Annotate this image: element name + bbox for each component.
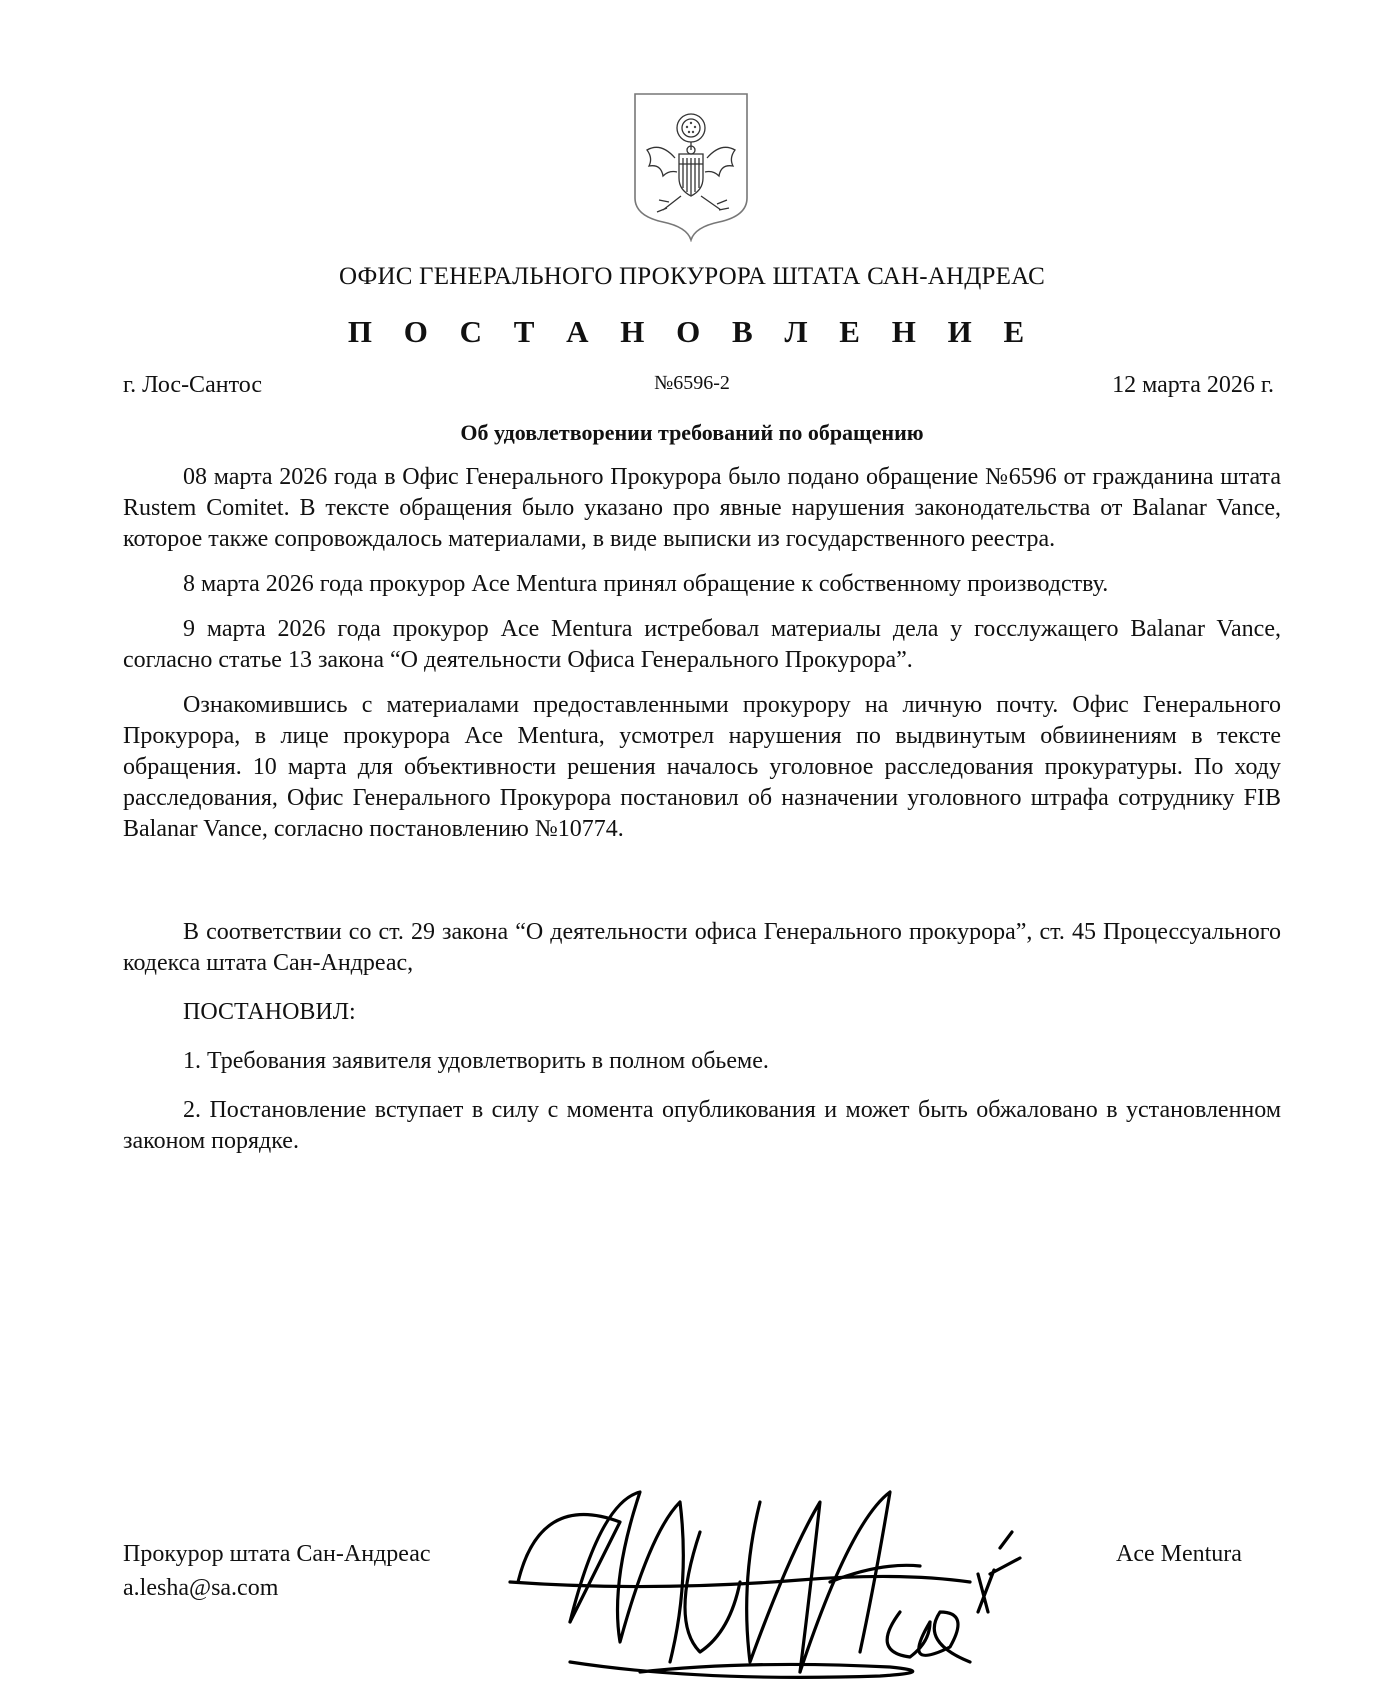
paragraph-decided: ПОСТАНОВИЛ: [183, 999, 356, 1025]
document-title: П О С Т А Н О В Л Е Н И Е [347, 314, 1037, 349]
resolution-item-2: 2. Постановление вступает в силу с момента опубликования и может быть обжаловано в установленном законом порядке. [123, 1097, 1281, 1154]
paragraph-investigation: Ознакомившись с материалами предоставленными прокурору на личную почту. Офис Генерального Прокурора, в лице прокурора Ace Mentura, усмотрел нарушения по выдвинутым обвиинениям в тексте обращения. 10 марта для объективности решения началось уголовное расследования прокуратуры. По ходу расследования, Офис Генерального Прокурора постановил об назначении уголовного штрафа сотруднику FIB Balanar Vance, согласно постановлению №10774. [123, 692, 1281, 842]
state-eagle-seal-icon [633, 92, 749, 242]
signer-role: Прокурор штата Сан-Андреас [123, 1541, 431, 1567]
document-date: 12 марта 2026 г. [1112, 372, 1274, 398]
document-subject: Об удовлетворении требований по обращению [460, 420, 924, 445]
paragraph-requested: 9 марта 2026 года прокурор Ace Mentura истребовал материалы дела у госслужащего Balanar Vance, согласно статье 13 закона “О деятельности Офиса Генерального Прокурора”. [123, 616, 1281, 673]
paragraph-appeal: 08 марта 2026 года в Офис Генерального Прокурора было подано обращение №6596 от гражданина штата Rustem Comitet. В тексте обращения было указано про явные нарушения законодательства от Balanar Vance, которое также сопровождалось материалами, в виде выписки из государственного реестра. [123, 464, 1281, 552]
office-name: ОФИС ГЕНЕРАЛЬНОГО ПРОКУРОРА ШТАТА САН-АНДРЕАС [338, 263, 1046, 290]
handwritten-signature [500, 1462, 1080, 1694]
resolution-item-1: 1. Требования заявителя удовлетворить в полном обьеме. [183, 1048, 769, 1074]
paragraph-accepted: 8 марта 2026 года прокурор Ace Mentura принял обращение к собственному производству. [183, 571, 1109, 597]
document-body [123, 462, 1281, 1157]
paragraph-legal-basis: В соответствии со ст. 29 закона “О деятельности офиса Генерального прокурора”, ст. 45 Процессуального кодекса штата Сан-Андреас, [123, 919, 1281, 976]
signer-name: Ace Mentura [1116, 1541, 1242, 1567]
document-number: №6596-2 [654, 372, 730, 394]
document-city: г. Лос-Сантос [123, 372, 262, 398]
signer-email: a.lesha@sa.com [123, 1575, 279, 1601]
